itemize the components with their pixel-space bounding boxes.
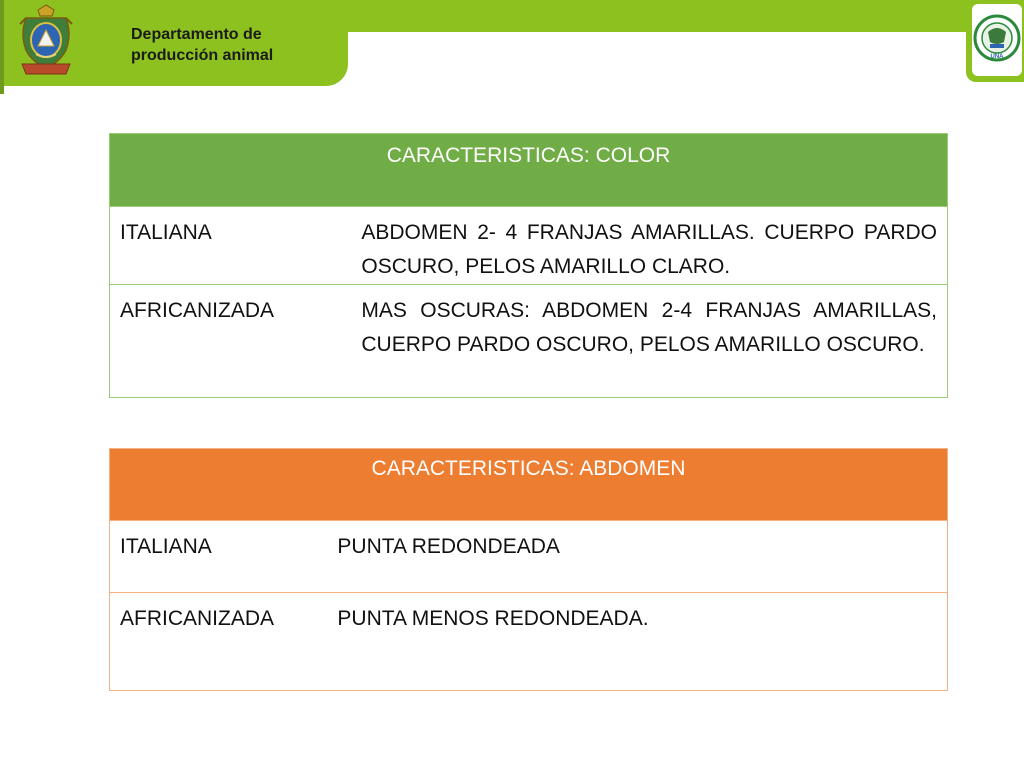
description-cell: PUNTA MENOS REDONDEADA. xyxy=(327,593,947,691)
university-seal-icon xyxy=(970,2,1024,78)
breed-cell: ITALIANA xyxy=(110,521,328,593)
department-title xyxy=(131,24,331,66)
breed-cell: AFRICANIZADA xyxy=(110,593,328,691)
abdomen-characteristics-table xyxy=(109,448,948,691)
description-cell: PUNTA REDONDEADA xyxy=(327,521,947,593)
table-row xyxy=(110,593,948,691)
color-table-title: CARACTERISTICAS: COLOR xyxy=(110,134,948,207)
color-characteristics-table xyxy=(109,133,948,398)
department-title-line1: Departamento de xyxy=(131,26,262,43)
table-row xyxy=(110,207,948,285)
honduras-coat-of-arms-icon xyxy=(16,4,76,78)
description-cell: MAS OSCURAS: ABDOMEN 2-4 FRANJAS AMARILLAS, CUERPO PARDO OSCURO, PELOS AMARILLO OSCURO. xyxy=(351,285,947,398)
breed-cell: ITALIANA xyxy=(110,207,352,285)
department-title-line2: producción animal xyxy=(131,47,274,64)
table-row xyxy=(110,521,948,593)
table-row xyxy=(110,285,948,398)
description-cell: ABDOMEN 2- 4 FRANJAS AMARILLAS. CUERPO PARDO OSCURO, PELOS AMARILLO CLARO. xyxy=(351,207,947,285)
seal-text: UNA xyxy=(990,54,1004,60)
breed-cell: AFRICANIZADA xyxy=(110,285,352,398)
abdomen-table-title: CARACTERISTICAS: ABDOMEN xyxy=(110,449,948,521)
